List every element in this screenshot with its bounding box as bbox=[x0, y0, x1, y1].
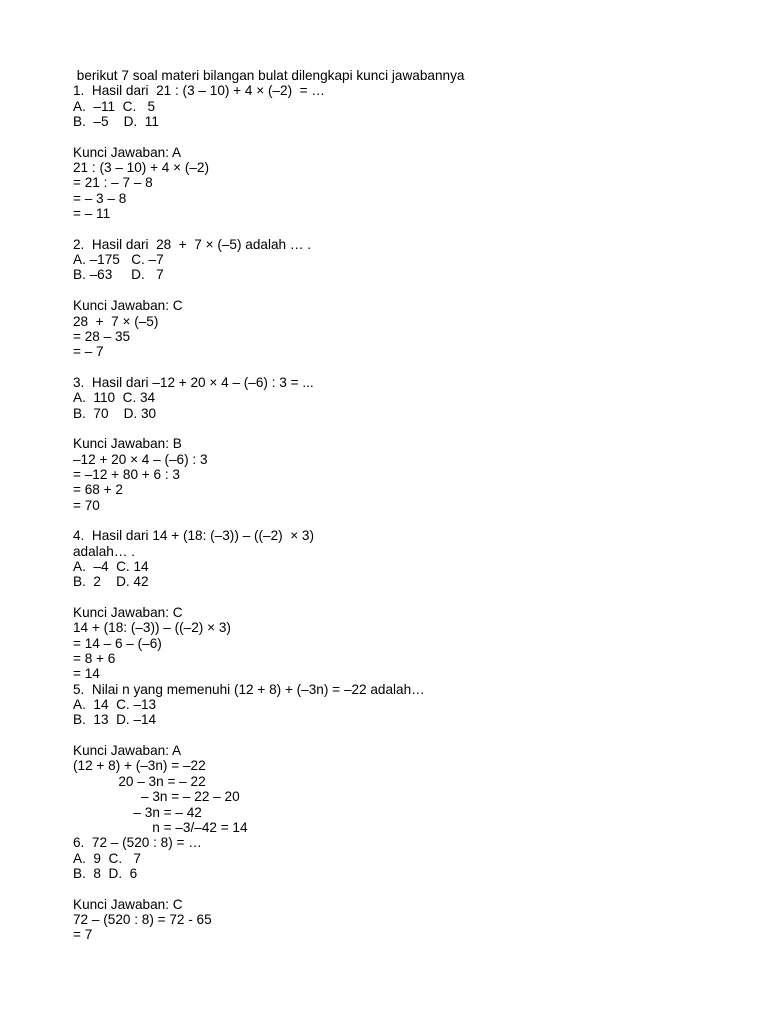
text-line: (12 + 8) + (–3n) = –22 bbox=[73, 758, 206, 774]
text-line: 20 – 3n = – 22 bbox=[73, 773, 206, 789]
blank-line bbox=[73, 513, 753, 528]
text-line: = – 7 bbox=[73, 344, 104, 360]
text-line: Kunci Jawaban: A bbox=[73, 144, 182, 160]
blank-line bbox=[73, 590, 753, 605]
blank-line bbox=[73, 421, 753, 436]
text-line: adalah… . bbox=[73, 543, 135, 559]
blank-line bbox=[73, 360, 753, 375]
blank-line bbox=[73, 283, 753, 298]
text-line: n = –3/–42 = 14 bbox=[73, 819, 248, 835]
document-body bbox=[73, 68, 753, 943]
text-line: = 8 + 6 bbox=[73, 651, 116, 667]
text-line: B. 13 D. –14 bbox=[73, 712, 157, 728]
text-line: A. 9 C. 7 bbox=[73, 850, 141, 866]
text-line: B. –63 D. 7 bbox=[73, 267, 164, 283]
text-line: Kunci Jawaban: C bbox=[73, 605, 183, 621]
text-line: 1. Hasil dari 21 : (3 – 10) + 4 × (–2) = … bbox=[73, 83, 325, 99]
text-line: 3. Hasil dari –12 + 20 × 4 – (–6) : 3 = ... bbox=[73, 374, 314, 390]
text-line: A. 110 C. 34 bbox=[73, 390, 156, 406]
text-line: Kunci Jawaban: B bbox=[73, 436, 182, 452]
text-line: = 70 bbox=[73, 497, 100, 513]
text-line: 21 : (3 – 10) + 4 × (–2) bbox=[73, 160, 210, 176]
blank-line bbox=[73, 221, 753, 236]
text-line: A. –175 C. –7 bbox=[73, 252, 164, 268]
text-line: 2. Hasil dari 28 + 7 × (–5) adalah … . bbox=[73, 236, 312, 252]
text-line: = 14 – 6 – (–6) bbox=[73, 635, 162, 651]
text-line: berikut 7 soal materi bilangan bulat dilengkapi kunci jawabannya bbox=[73, 68, 465, 83]
text-line: Kunci Jawaban: C bbox=[73, 896, 183, 912]
blank-line bbox=[73, 728, 753, 743]
text-line: = –12 + 80 + 6 : 3 bbox=[73, 466, 180, 482]
text-line: A. –4 C. 14 bbox=[73, 559, 149, 574]
text-line: = – 3 – 8 bbox=[73, 190, 127, 206]
text-line: 14 + (18: (–3)) – ((–2) × 3) bbox=[73, 620, 231, 636]
text-line: = 21 : – 7 – 8 bbox=[73, 175, 153, 191]
blank-line bbox=[73, 881, 753, 896]
text-line: = – 11 bbox=[73, 206, 111, 222]
text-line: 72 – (520 : 8) = 72 - 65 bbox=[73, 911, 212, 927]
text-line: –12 + 20 × 4 – (–6) : 3 bbox=[73, 451, 208, 467]
text-line: B. –5 D. 11 bbox=[73, 114, 159, 130]
text-line: – 3n = – 42 bbox=[73, 804, 202, 820]
text-line: B. 8 D. 6 bbox=[73, 865, 138, 881]
text-line: Kunci Jawaban: C bbox=[73, 298, 183, 314]
text-line: 6. 72 – (520 : 8) = … bbox=[73, 835, 202, 851]
text-line: = 14 bbox=[73, 666, 100, 682]
blank-line bbox=[73, 129, 753, 144]
text-line: = 68 + 2 bbox=[73, 482, 123, 498]
text-line: B. 2 D. 42 bbox=[73, 574, 149, 590]
text-line: A. 14 C. –13 bbox=[73, 697, 157, 713]
text-line: Kunci Jawaban: A bbox=[73, 743, 182, 759]
text-line: B. 70 D. 30 bbox=[73, 405, 157, 421]
text-line: = 28 – 35 bbox=[73, 328, 131, 344]
text-line: 4. Hasil dari 14 + (18: (–3)) – ((–2) × 3) bbox=[73, 528, 315, 544]
text-line: 5. Nilai n yang memenuhi (12 + 8) + (–3n) = –22 adalah… bbox=[73, 681, 425, 697]
text-line: – 3n = – 22 – 20 bbox=[73, 789, 240, 805]
text-line: = 7 bbox=[73, 927, 93, 943]
text-line: 28 + 7 × (–5) bbox=[73, 313, 159, 329]
text-line: A. –11 C. 5 bbox=[73, 98, 156, 114]
